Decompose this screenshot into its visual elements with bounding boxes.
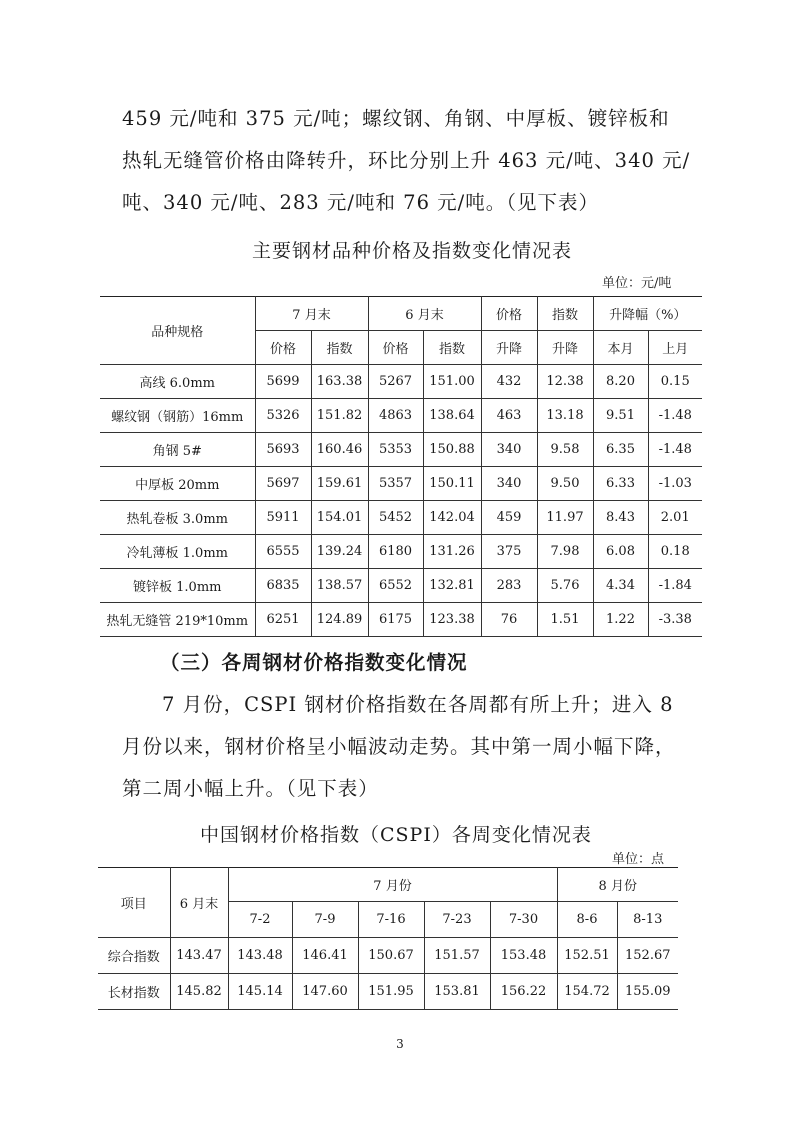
cell: 132.81 [423, 569, 481, 603]
table-row [100, 569, 702, 603]
section-line: 第二周小幅上升。（见下表） [122, 777, 379, 800]
cell: -1.48 [648, 399, 702, 433]
cell: 6.33 [593, 467, 648, 501]
cell: 6555 [255, 535, 311, 569]
header-july: 7 月份 [228, 868, 557, 902]
section-line: 月份以来，钢材价格呈小幅波动走势。其中第一周小幅下降， [122, 735, 676, 758]
section-heading: （三）各周钢材价格指数变化情况 [160, 651, 468, 674]
cell: 283 [481, 569, 537, 603]
header-this-month: 本月 [593, 331, 648, 365]
cell: 12.38 [537, 365, 593, 399]
header-item: 项目 [98, 868, 170, 938]
header-index: 指数 [311, 331, 368, 365]
header-price: 价格 [255, 331, 311, 365]
cell: 4.34 [593, 569, 648, 603]
table1-title: 主要钢材品种价格及指数变化情况表 [252, 240, 573, 262]
cell: 9.50 [537, 467, 593, 501]
cell: -1.84 [648, 569, 702, 603]
cell: 9.51 [593, 399, 648, 433]
header-week: 7-2 [228, 902, 292, 938]
cell: 432 [481, 365, 537, 399]
cell: 150.67 [358, 938, 424, 974]
cell: -3.38 [648, 603, 702, 637]
row-name: 镀锌板 1.0mm [100, 569, 255, 603]
table2-unit: 单位：点 [612, 852, 665, 867]
cell: 5697 [255, 467, 311, 501]
cell: 6180 [368, 535, 423, 569]
cell: 155.09 [617, 974, 678, 1010]
cell: 7.98 [537, 535, 593, 569]
header-week: 7-16 [358, 902, 424, 938]
row-name: 中厚板 20mm [100, 467, 255, 501]
cell: 143.48 [228, 938, 292, 974]
cell: 0.15 [648, 365, 702, 399]
table-row [98, 974, 678, 1010]
row-name: 长材指数 [98, 974, 170, 1010]
cell: 147.60 [292, 974, 358, 1010]
cell: 156.22 [490, 974, 557, 1010]
cell: 6.35 [593, 433, 648, 467]
cell: 151.95 [358, 974, 424, 1010]
row-name: 热轧无缝管 219*10mm [100, 603, 255, 637]
cell: 8.20 [593, 365, 648, 399]
table-row [100, 603, 702, 637]
cell: 143.47 [170, 938, 228, 974]
row-name: 螺纹钢（钢筋）16mm [100, 399, 255, 433]
cell: 159.61 [311, 467, 368, 501]
header-price-change-bottom: 升降 [481, 331, 537, 365]
table1-unit: 单位：元/吨 [602, 276, 672, 291]
table-row [98, 938, 678, 974]
cspi-weekly-table [98, 867, 678, 1010]
cell: 154.01 [311, 501, 368, 535]
cell: 340 [481, 433, 537, 467]
cell: 5326 [255, 399, 311, 433]
cell: 146.41 [292, 938, 358, 974]
header-last-month: 上月 [648, 331, 702, 365]
cell: 5353 [368, 433, 423, 467]
cell: 152.51 [557, 938, 617, 974]
header-week: 7-9 [292, 902, 358, 938]
cell: 151.82 [311, 399, 368, 433]
header-variety: 品种规格 [100, 297, 255, 365]
header-jun-end: 6 月末 [170, 868, 228, 938]
table-row [100, 467, 702, 501]
cell: 6835 [255, 569, 311, 603]
table-row [100, 365, 702, 399]
cell: 123.38 [423, 603, 481, 637]
row-name: 热轧卷板 3.0mm [100, 501, 255, 535]
cell: 6.08 [593, 535, 648, 569]
cell: 163.38 [311, 365, 368, 399]
table-row [100, 501, 702, 535]
cell: 0.18 [648, 535, 702, 569]
header-week: 7-23 [424, 902, 490, 938]
cell: 5699 [255, 365, 311, 399]
header-week: 8-13 [617, 902, 678, 938]
row-name: 综合指数 [98, 938, 170, 974]
cell: 375 [481, 535, 537, 569]
intro-paragraph [122, 98, 702, 224]
table-row [100, 535, 702, 569]
cell: 13.18 [537, 399, 593, 433]
cell: -1.48 [648, 433, 702, 467]
cell: 5267 [368, 365, 423, 399]
cell: 340 [481, 467, 537, 501]
cell: 145.82 [170, 974, 228, 1010]
cell: 6251 [255, 603, 311, 637]
table2-title: 中国钢材价格指数（CSPI）各周变化情况表 [200, 824, 592, 846]
intro-line: 吨、340 元/吨、283 元/吨和 76 元/吨。（见下表） [122, 191, 600, 214]
cell: 5357 [368, 467, 423, 501]
cell: 5911 [255, 501, 311, 535]
cell: 2.01 [648, 501, 702, 535]
cell: 1.22 [593, 603, 648, 637]
cell: 151.00 [423, 365, 481, 399]
cell: 1.51 [537, 603, 593, 637]
cell: 151.57 [424, 938, 490, 974]
cell: 76 [481, 603, 537, 637]
cell: 153.81 [424, 974, 490, 1010]
cell: 142.04 [423, 501, 481, 535]
cell: 153.48 [490, 938, 557, 974]
cell: 131.26 [423, 535, 481, 569]
page-number: 3 [396, 1037, 404, 1051]
cell: 145.14 [228, 974, 292, 1010]
section-line: 7 月份，CSPI 钢材价格指数在各周都有所上升；进入 8 [162, 693, 674, 716]
cell: 160.46 [311, 433, 368, 467]
table-row [100, 399, 702, 433]
cell: 5452 [368, 501, 423, 535]
cell: -1.03 [648, 467, 702, 501]
cell: 9.58 [537, 433, 593, 467]
cell: 5693 [255, 433, 311, 467]
section-paragraph [122, 684, 702, 810]
intro-line: 热轧无缝管价格由降转升，环比分别上升 463 元/吨、340 元/ [122, 149, 691, 172]
cell: 150.88 [423, 433, 481, 467]
price-index-table [100, 296, 702, 637]
header-price-change-top: 价格 [481, 297, 537, 331]
cell: 5.76 [537, 569, 593, 603]
intro-line: 459 元/吨和 375 元/吨；螺纹钢、角钢、中厚板、镀锌板和 [122, 107, 670, 130]
header-index-change-bottom: 升降 [537, 331, 593, 365]
cell: 138.57 [311, 569, 368, 603]
cell: 139.24 [311, 535, 368, 569]
cell: 152.67 [617, 938, 678, 974]
cell: 124.89 [311, 603, 368, 637]
header-august: 8 月份 [557, 868, 678, 902]
header-jul-end: 7 月末 [255, 297, 368, 331]
header-pct: 升降幅（%） [593, 297, 702, 331]
cell: 154.72 [557, 974, 617, 1010]
row-name: 角钢 5# [100, 433, 255, 467]
cell: 463 [481, 399, 537, 433]
cell: 11.97 [537, 501, 593, 535]
cell: 138.64 [423, 399, 481, 433]
table-row [100, 433, 702, 467]
row-name: 高线 6.0mm [100, 365, 255, 399]
header-index: 指数 [423, 331, 481, 365]
header-week: 7-30 [490, 902, 557, 938]
cell: 459 [481, 501, 537, 535]
header-week: 8-6 [557, 902, 617, 938]
header-jun-end: 6 月末 [368, 297, 481, 331]
cell: 6175 [368, 603, 423, 637]
header-price: 价格 [368, 331, 423, 365]
cell: 150.11 [423, 467, 481, 501]
row-name: 冷轧薄板 1.0mm [100, 535, 255, 569]
cell: 8.43 [593, 501, 648, 535]
cell: 4863 [368, 399, 423, 433]
header-index-change-top: 指数 [537, 297, 593, 331]
cell: 6552 [368, 569, 423, 603]
